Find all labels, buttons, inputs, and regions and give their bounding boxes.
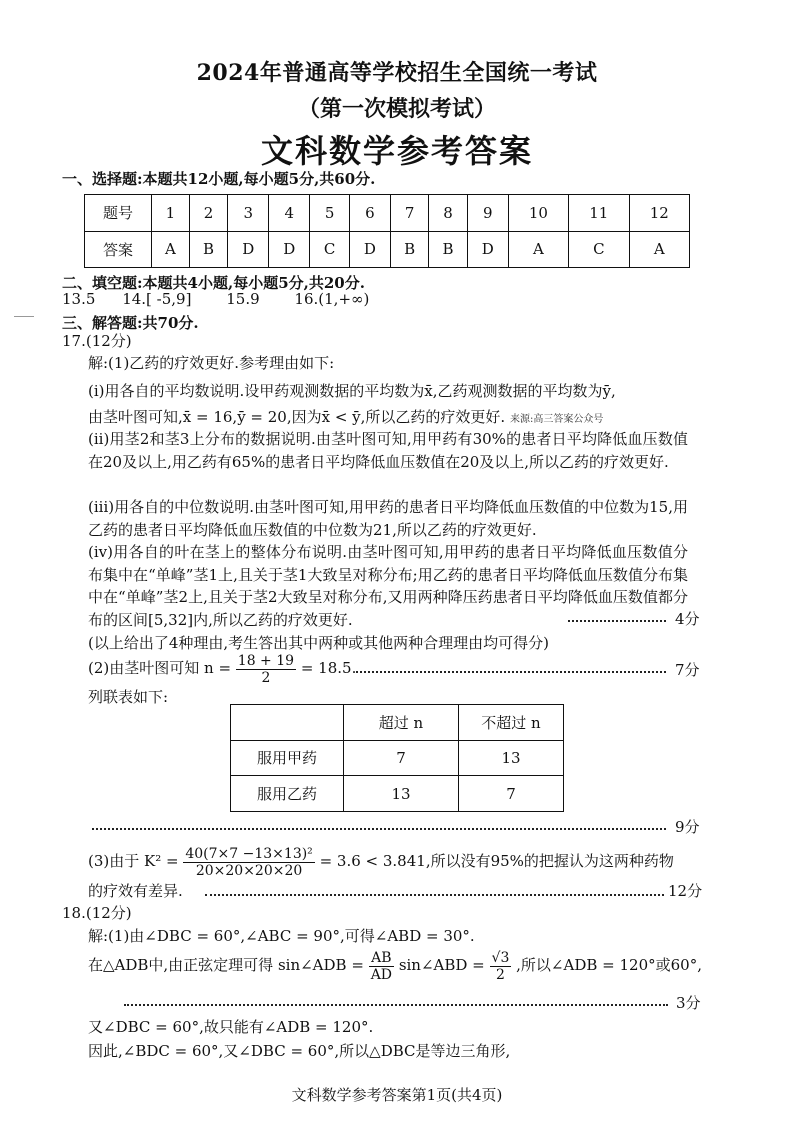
question-number: 11 [569, 195, 629, 232]
q17-part2 [88, 651, 356, 686]
margin-mark [14, 316, 34, 317]
question-number: 10 [508, 195, 568, 232]
q17-part3-cont: 的疗效有差异. [88, 882, 183, 900]
question-number: 7 [390, 195, 428, 232]
question-number: 1 [152, 195, 190, 232]
table-corner [231, 705, 344, 741]
fraction-denominator: 2 [496, 966, 505, 983]
q18-step1: 解:(1)由∠DBC = 60°,∠ABC = 90°,可得∠ABD = 30°. [88, 927, 475, 945]
page-title: 文科数学参考答案 [260, 132, 533, 170]
answer-cell: D [269, 231, 310, 268]
fraction-numerator: 18 + 19 [237, 652, 295, 669]
section2-heading: 二、填空题:本题共4小题,每小题5分,共20分. [62, 274, 365, 292]
q17-part3 [88, 843, 674, 879]
dotted-leader [124, 1004, 668, 1006]
answer-cell: B [189, 231, 227, 268]
fraction-denominator: 2 [261, 669, 271, 686]
table-cell: 13 [459, 740, 564, 776]
question-number: 12 [629, 195, 690, 232]
fraction-numerator: √3 [491, 949, 510, 966]
median-fraction [236, 653, 296, 686]
table-row [231, 776, 564, 812]
answer-cell: D [228, 231, 269, 268]
fill-answer-16: 16.(1,+∞) [294, 290, 370, 308]
page-footer: 文科数学参考答案第1页(共4页) [291, 1086, 503, 1104]
answer-cell: A [152, 231, 190, 268]
q18-step3: 又∠DBC = 60°,故只能有∠ADB = 120°. [88, 1018, 374, 1036]
q17-part2-result: = 18.5. [300, 659, 357, 677]
dotted-leader [205, 894, 664, 896]
q17-reason-i-a: (i)用各自的平均数说明.设甲药观测数据的平均数为x̄,乙药观测数据的平均数为ȳ, [88, 382, 616, 400]
dotted-leader [568, 620, 666, 622]
table-cell: 服用甲药 [231, 740, 344, 776]
score-marker: 7分 [675, 661, 700, 679]
q17-reason-iii: (iii)用各自的中位数说明.由茎叶图可知,用甲药的患者日平均降低血压数值的中位数为15,用乙药的患者日平均降低血压数值的中位数为21,所以乙药的疗效更好. [88, 498, 688, 539]
q17-part2-lead: (2)由茎叶图可知 n = [88, 659, 232, 677]
contingency-table [230, 704, 564, 812]
q17-note: (以上给出了4种理由,考生答出其中两种或其他两种合理理由均可得分) [88, 634, 550, 652]
table-intro: 列联表如下: [88, 688, 169, 706]
q17-header: 17.(12分) [62, 332, 132, 350]
answer-cell: B [429, 231, 467, 268]
score-marker: 3分 [676, 994, 701, 1012]
table-cell: 13 [344, 776, 459, 812]
answer-cell: A [508, 231, 568, 268]
exam-title: 2024年普通高等学校招生全国统一考试 [196, 60, 598, 86]
fill-answer-13: 13.5 [62, 290, 96, 308]
section3-heading: 三、解答题:共70分. [62, 314, 199, 332]
q17-intro: 解:(1)乙药的疗效更好.参考理由如下: [88, 354, 335, 372]
q18-step4: 因此,∠BDC = 60°,又∠DBC = 60°,所以△DBC是等边三角形, [88, 1042, 511, 1060]
question-number: 8 [429, 195, 467, 232]
table-header-row [231, 705, 564, 741]
q17-reason-ii: (ii)用茎2和茎3上分布的数据说明.由茎叶图可知,用甲药有30%的患者日平均降低血压数值在20及以上,用乙药有65%的患者日平均降低血压数值在20及以上,所以乙药的疗效更好. [88, 430, 688, 471]
answer-cell: D [349, 231, 390, 268]
score-marker: 12分 [668, 882, 703, 900]
table-header: 不超过 n [459, 705, 564, 741]
sine-ratio-fraction [369, 950, 394, 983]
score-marker: 9分 [675, 818, 700, 836]
answer-row [85, 231, 690, 268]
q17-reason-i-text: 由茎叶图可知,x̄ = 16,ȳ = 20,因为x̄ < ȳ,所以乙药的疗效更好. [88, 408, 506, 426]
question-number: 2 [189, 195, 227, 232]
answer-cell: B [390, 231, 428, 268]
fill-in-answers [62, 288, 369, 310]
table-cell: 7 [344, 740, 459, 776]
fraction-denominator: 20×20×20×20 [195, 862, 303, 879]
fraction-numerator: AB [369, 950, 394, 967]
exam-subtitle: （第一次模拟考试） [297, 96, 496, 122]
dotted-leader [92, 828, 666, 830]
answer-cell: C [310, 231, 350, 268]
q17-part3-result: = 3.6 < 3.841,所以没有95%的把握认为这两种药物 [319, 852, 674, 870]
dotted-leader [356, 671, 666, 673]
choice-answer-table [84, 194, 690, 268]
q18-header: 18.(12分) [62, 904, 132, 922]
question-number: 6 [349, 195, 390, 232]
score-marker: 4分 [675, 610, 700, 628]
answer-cell: A [629, 231, 690, 268]
q17-reason-iv: (iv)用各自的叶在茎上的整体分布说明.由茎叶图可知,用甲药的患者日平均降低血压数值分布集中在“单峰”茎1上,且关于茎1大致呈对称分布;用乙药的患者日平均降低血压数值分布集中在“单峰”茎2上,且关于茎2大致呈对称分布,又用两种降压药患者日平均降低血压数值都分布的区间[5,32]内,所以乙药的疗效更好. [88, 543, 688, 629]
row-label-answer: 答案 [85, 231, 152, 268]
q18-step2 [88, 947, 702, 983]
answer-cell: D [467, 231, 508, 268]
fill-answer-14: 14.[ -5,9] [122, 290, 192, 308]
q17-part3-lead: (3)由于 K² = [88, 852, 179, 870]
question-number-row [85, 195, 690, 232]
question-number: 9 [467, 195, 508, 232]
table-header: 超过 n [344, 705, 459, 741]
question-number: 3 [228, 195, 269, 232]
table-row [231, 740, 564, 776]
fraction-numerator: 40(7×7 −13×13)² [185, 845, 313, 862]
q18-step2-mid: sin∠ABD = [398, 956, 485, 974]
answer-cell: C [569, 231, 629, 268]
section1-heading: 一、选择题:本题共12小题,每小题5分,共60分. [62, 170, 376, 188]
fraction-denominator: AD [370, 966, 393, 983]
q18-step2-result: ,所以∠ADB = 120°或60°, [516, 956, 702, 974]
chi-square-fraction [183, 846, 314, 879]
table-cell: 服用乙药 [231, 776, 344, 812]
table-cell: 7 [459, 776, 564, 812]
q18-step2-lead: 在△ADB中,由正弦定理可得 sin∠ADB = [88, 956, 364, 974]
question-number: 4 [269, 195, 310, 232]
root3-over-2-fraction [490, 950, 512, 983]
row-label-question: 题号 [85, 195, 152, 232]
source-watermark: 来源:高三答案公众号 [509, 414, 604, 425]
question-number: 5 [310, 195, 350, 232]
fill-answer-15: 15.9 [226, 290, 260, 308]
